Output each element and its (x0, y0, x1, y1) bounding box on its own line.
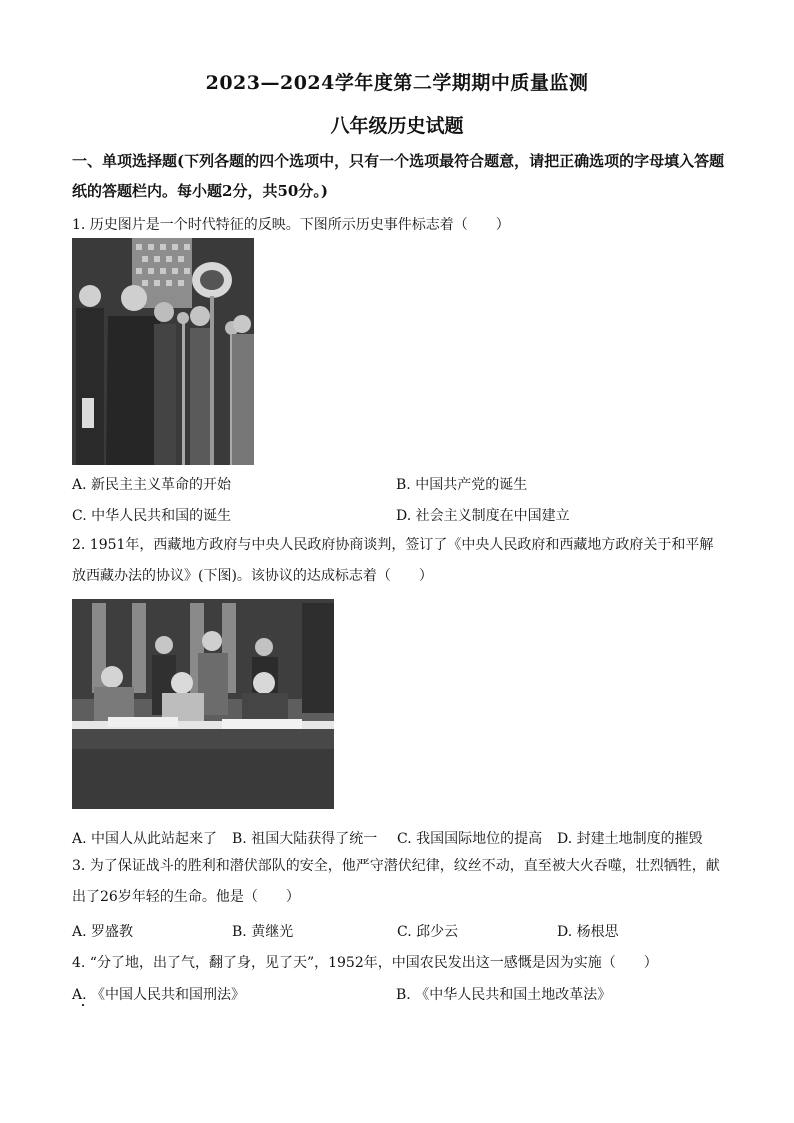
founding-ceremony-image (72, 238, 254, 465)
exam-subtitle: 八年级历史试题 (330, 115, 464, 137)
exam-title: 2023—2024学年度第二学期期中质量监测 (205, 72, 589, 94)
q1-option-c: C. 中华人民共和国的诞生 (72, 508, 232, 524)
q4-option-b: B. 《中华人民共和国土地改革法》 (396, 987, 612, 1003)
tibet-agreement-signing-image (72, 599, 334, 809)
question-1-stem: 1. 历史图片是一个时代特征的反映。下图所示历史事件标志着（ ） (72, 217, 510, 233)
q3-option-a: A. 罗盛教 (72, 924, 134, 940)
q2-option-a: A. 中国人从此站起来了 (72, 831, 218, 847)
q2-option-c: C. 我国国际地位的提高 (397, 831, 543, 847)
question-2-photo (72, 599, 334, 809)
q2-option-d: D. 封建土地制度的摧毁 (557, 831, 703, 847)
question-4-stem: 4. “分了地，出了气，翻了身，见了天”，1952年，中国农民发出这一感慨是因为实施（ ） (72, 955, 658, 971)
question-3-stem: 3. 为了保证战斗的胜利和潜伏部队的安全，他严守潜伏纪律，纹丝不动，直至被大火吞噬，壮烈牺牲，献出了26岁年轻的生命。他是（ ） (72, 858, 720, 905)
q1-option-d: D. 社会主义制度在中国建立 (396, 508, 570, 524)
q4-option-a: A. 《中国人民共和国刑法》 (72, 987, 246, 1003)
question-2-stem: 2. 1951年，西藏地方政府与中央人民政府协商谈判，签订了《中央人民政府和西藏地方政府关于和平解放西藏办法的协议》(下图)。该协议的达成标志着（ ） (72, 537, 714, 584)
section-heading: 一、单项选择题(下列各题的四个选项中，只有一个选项最符合题意，请把正确选项的字母填入答题纸的答题栏内。每小题2分，共50分。) (72, 152, 725, 200)
q1-option-a: A. 新民主主义革命的开始 (72, 477, 232, 493)
q3-option-c: C. 邱少云 (397, 924, 459, 940)
q2-option-b: B. 祖国大陆获得了统一 (232, 831, 378, 847)
question-1-photo (72, 238, 254, 465)
q3-option-d: D. 杨根思 (557, 924, 619, 940)
scan-speck (82, 1004, 84, 1006)
q1-option-b: B. 中国共产党的诞生 (396, 477, 528, 493)
q3-option-b: B. 黄继光 (232, 924, 294, 940)
